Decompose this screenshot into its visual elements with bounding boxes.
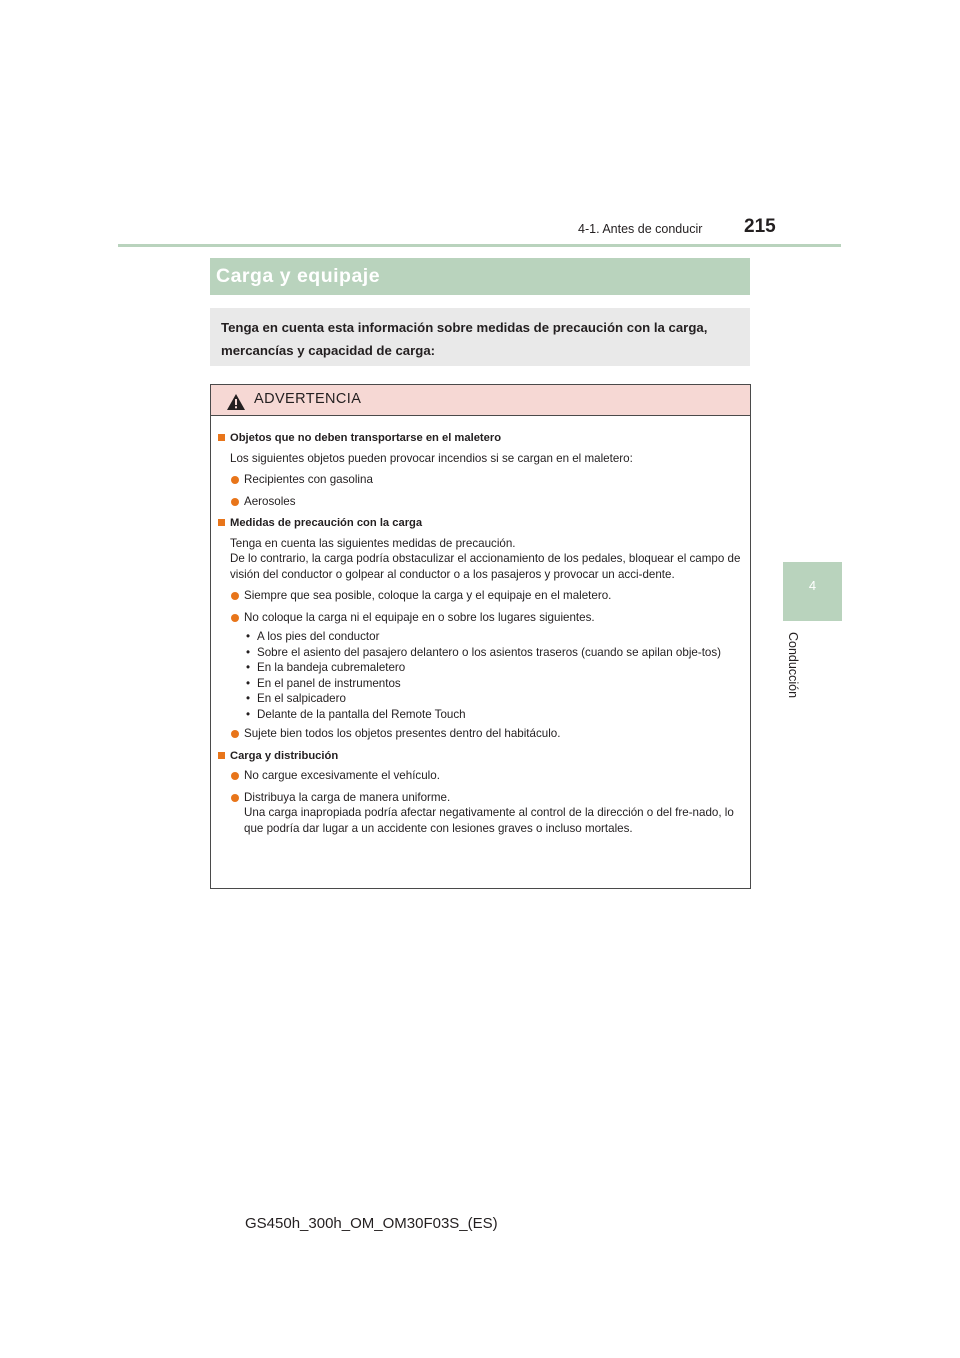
sub-list-item: • En el panel de instrumentos	[246, 676, 401, 690]
section-heading-1: Objetos que no deben transportarse en el maletero	[217, 430, 742, 447]
dot-bullet-icon	[231, 614, 239, 622]
bullet-item: Distribuya la carga de manera uniforme. Una carga inapropiada podría afectar negativamente al control de la dirección o del fre-nado, lo que podría dar lugar a un accidente con lesiones graves o incluso mortales.	[217, 790, 742, 837]
bullet-item: No coloque la carga ni el equipaje en o sobre los lugares siguientes.	[217, 610, 742, 626]
warning-body	[211, 416, 750, 836]
dot-bullet-icon	[231, 498, 239, 506]
chapter-label: Conducción	[786, 632, 800, 699]
sub-list-item: • En el salpicadero	[246, 692, 346, 705]
square-bullet-icon	[218, 434, 225, 441]
square-bullet-icon	[218, 752, 225, 759]
warning-box	[210, 384, 751, 889]
section-1-text: Los siguientes objetos pueden provocar incendios si se cargan en el maletero:	[230, 451, 633, 465]
bullet-item: No cargue excesivamente el vehículo.	[217, 768, 742, 784]
bullet-item: Aerosoles	[217, 494, 742, 510]
warning-triangle-icon	[227, 394, 245, 415]
chapter-tab	[783, 562, 842, 621]
header-rule	[118, 244, 841, 247]
bullet-item: Sujete bien todos los objetos presentes dentro del habitáculo.	[217, 726, 742, 742]
section-2-text: Tenga en cuenta las siguientes medidas de precaución. De lo contrario, la carga podría obstaculizar el accionamiento de los pedales, bloquear el campo de visión del conductor o golpear al conductor o a los pasajeros y provocar un acci-dente.	[230, 536, 741, 581]
dot-bullet-icon	[231, 794, 239, 802]
page-title-bar	[210, 258, 750, 295]
document-code: GS450h_300h_OM_OM30F03S_(ES)	[245, 1215, 498, 1232]
dot-bullet-icon	[231, 476, 239, 484]
dot-bullet-icon	[231, 730, 239, 738]
sub-list	[217, 629, 742, 722]
warning-title: ADVERTENCIA	[254, 391, 362, 407]
sub-list-item: • A los pies del conductor	[246, 630, 380, 643]
page-title: Carga y equipaje	[216, 265, 381, 287]
bullet-item: Siempre que sea posible, coloque la carga y el equipaje en el maletero.	[217, 588, 742, 604]
sub-list-item: • En la bandeja cubremaletero	[246, 661, 406, 674]
dot-bullet-icon	[231, 772, 239, 780]
section-heading-3: Carga y distribución	[217, 748, 742, 765]
sub-list-item: • Sobre el asiento del pasajero delantero o los asientos traseros (cuando se apilan obje-tos)	[246, 645, 722, 659]
page-number: 215	[744, 216, 776, 237]
intro-text: Tenga en cuenta esta información sobre medidas de precaución con la carga, mercancías y capacidad de carga:	[221, 320, 708, 358]
chapter-number: 4	[808, 578, 817, 593]
section-heading-2: Medidas de precaución con la carga	[217, 515, 742, 532]
warning-header	[211, 385, 750, 416]
intro-box	[210, 308, 750, 366]
sub-list-item: • Delante de la pantalla del Remote Touch	[246, 707, 466, 721]
dot-bullet-icon	[231, 592, 239, 600]
square-bullet-icon	[218, 519, 225, 526]
bullet-item: Recipientes con gasolina	[217, 472, 742, 488]
section-heading: 4-1. Antes de conducir	[578, 222, 703, 236]
